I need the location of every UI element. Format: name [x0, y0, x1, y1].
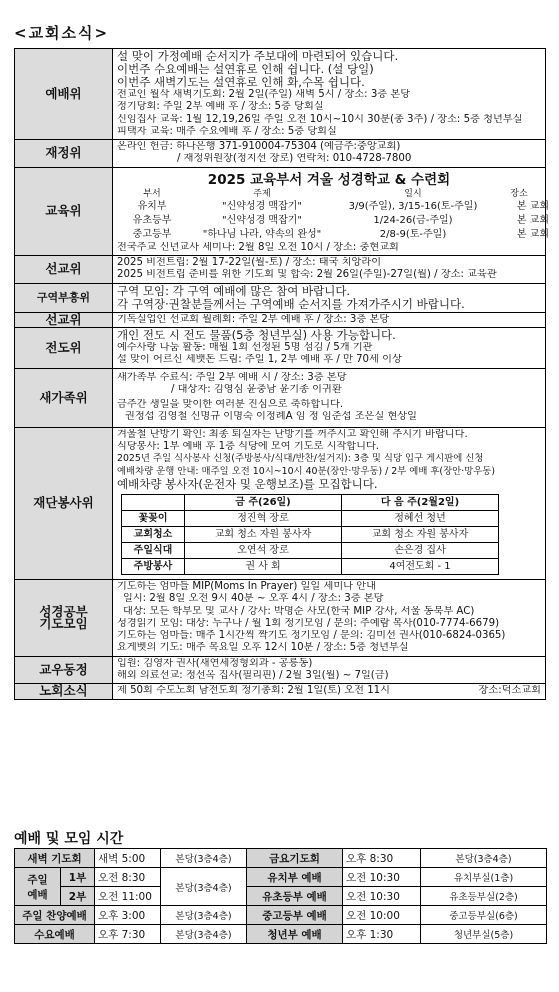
times-name: 유치부 예배 [247, 868, 343, 887]
education-place: 본 교회 [516, 214, 549, 226]
row-evangelism [15, 327, 546, 368]
newfamily-line: / 대상자: 김영심 윤충남 윤기종 이귀환 [171, 383, 342, 395]
finance-line: 온라인 헌금: 하나은행 371-910004-75304 (예금주:중앙교회) [117, 141, 401, 153]
content-mission-2 [113, 312, 546, 327]
mission2-line: 기독실업인 선교회 월례회: 주일 2부 예배 후 / 장소: 3층 본당 [117, 313, 390, 325]
times-name: 중고등부 예배 [247, 906, 343, 925]
times-name: 금요기도회 [247, 849, 343, 868]
content-mission [113, 256, 546, 284]
service-table-cell: 권 사 회 [185, 558, 342, 574]
education-grid [123, 188, 549, 242]
row-mission [15, 256, 546, 284]
label-bible-line: 성경공부 [39, 603, 88, 619]
presbytery-place: 장소:덕소교회 [478, 685, 541, 697]
label-service: 재단봉사위 [15, 427, 113, 579]
mission-line: 2025 비전트립: 2월 17-22일(월-토) / 장소: 태국 치앙라이 [117, 257, 382, 269]
service-table-row [122, 510, 499, 526]
times-time: 오전 10:30 [343, 868, 421, 887]
row-members [15, 656, 546, 684]
service-table-header [122, 494, 499, 510]
label-finance: 재정위 [15, 140, 113, 168]
times-name: 유초등부 예배 [247, 887, 343, 906]
label-mission-2: 선교위 [15, 312, 113, 327]
row-mission-2 [15, 312, 546, 327]
row-education [15, 167, 546, 255]
content-members [113, 656, 546, 684]
service-line: 2025년 주일 식사봉사 신청(주방봉사/식대/반찬/설거지): 3층 및 식당 입구 게시판에 신청 [117, 453, 484, 465]
service-table-cell: 주방봉사 [122, 558, 185, 574]
finance-line: / 재정위원장(정지선 장로) 연락처: 010-4728-7800 [177, 153, 412, 165]
education-dept: 중고등부 [132, 228, 172, 240]
times-time: 오전 8:30 [95, 868, 161, 887]
service-table-cell: 오연석 장로 [185, 542, 342, 558]
mission-line: 2025 비전트립 준비를 위한 기도회 및 합숙: 2월 26일(주일)-27일(월) / 장소: 교육관 [117, 269, 497, 281]
presbytery-line: 제 50회 수도노회 남전도회 정기총회: 2월 1일(토) 오전 11시 [117, 685, 390, 697]
times-name: 주일 찬양예배 [15, 906, 95, 925]
label-mission: 선교위 [15, 256, 113, 284]
service-table-row [122, 526, 499, 542]
times-location: 본당(3층4층) [161, 868, 247, 906]
evangelism-line: 개인 전도 시 전도 물품(5층 청년부실) 사용 가능합니다. [117, 328, 396, 342]
district-line: 구역 모임: 각 구역 예배에 많은 참여 바랍니다. [117, 284, 351, 298]
education-header: 주제 [253, 188, 271, 199]
row-bible [15, 579, 546, 656]
times-time: 오전 10:00 [343, 906, 421, 925]
newfamily-line: 권정섭 김영철 신명규 이명숙 이정례A 임 정 임준섭 조은실 현상일 [125, 411, 417, 423]
education-theme: "신약성경 맥잡기" [222, 200, 302, 212]
service-line: 예배차량 운행 안내: 매주일 오전 10시~10시 40분(장안·망우동) / 2부 예배 후(장안·망우동) [117, 465, 496, 477]
row-finance [15, 140, 546, 168]
times-sunday-label [15, 868, 61, 906]
service-table-cell: 교회청소 [122, 526, 185, 542]
education-theme: "하나님 나라, 약속의 완성" [202, 228, 322, 240]
times-name: 2부 [61, 887, 95, 906]
label-district: 구역부흥위 [15, 283, 113, 312]
service-table-header-cell: 다 음 주(2월2일) [342, 494, 499, 510]
content-service [113, 427, 546, 579]
row-worship [15, 49, 546, 140]
education-date: 3/9(주일), 3/15-16(토-주일) [348, 200, 478, 212]
service-table-cell: 정진혁 장로 [185, 510, 342, 526]
times-sunday-label-line: 예배 [27, 888, 48, 901]
bible-line: 기도하는 엄마들: 매주 1시간씩 짝기도 정기모임 / 문의: 김미선 권사(010-6824-0365) [117, 630, 506, 642]
content-education [113, 167, 549, 255]
times-sunday-label-line: 주일 [27, 873, 48, 886]
row-presbytery [15, 684, 546, 699]
presbytery-row [117, 685, 541, 697]
service-table-header-cell [122, 494, 185, 510]
times-time: 오후 3:00 [95, 906, 161, 925]
times-location: 본당(3층4층) [161, 925, 247, 944]
row-service [15, 427, 546, 579]
label-presbytery: 노회소식 [15, 684, 113, 699]
education-place: 본 교회 [516, 228, 549, 240]
worship-line: 설 맞이 가정예배 순서지가 주보대에 마련되어 있습니다. [117, 50, 399, 63]
content-bible [113, 579, 546, 656]
times-time: 오전 11:00 [95, 887, 161, 906]
worship-line: 전교인 월삭 새벽기도회: 2월 2일(주일) 새벽 5시 / 장소: 3층 본당 [117, 89, 411, 100]
newfamily-line: 금주간 생일을 맞이한 여러분 진심으로 축하합니다. [117, 399, 344, 411]
evangelism-line: 예수사랑 나눔 활동: 매월 1회 선정된 5명 섬김 / 5개 기관 [117, 341, 373, 353]
times-row [15, 868, 547, 887]
label-education: 교육위 [15, 167, 113, 255]
education-header: 일시 [404, 188, 422, 199]
times-location: 본당(3층4층) [421, 849, 547, 868]
evangelism-line: 설 맞이 어르신 세뱃돈 드림: 주일 1, 2부 예배 후 / 만 70세 이상 [117, 354, 402, 366]
times-row [15, 849, 547, 868]
service-line: 예배차량 봉사자(운전자 및 운행보조)를 모집합니다. [117, 477, 378, 491]
bible-line: 대상: 모든 학부모 및 교사 / 강사: 박명순 사모(한국 MIP 강사, 서울 동북부 AC) [123, 605, 475, 617]
service-table-cell: 4여전도회 - 1 [342, 558, 499, 574]
service-line: 식당봉사: 1부 예배 후 1층 식당에 모여 기도로 시작합니다. [117, 441, 380, 453]
times-location: 유치부실(1층) [421, 868, 547, 887]
service-table-header-cell: 금 주(26일) [185, 494, 342, 510]
education-dept: 유치부 [137, 200, 167, 212]
times-time: 오전 10:30 [343, 887, 421, 906]
service-line: 겨울철 난방기 확인: 최종 퇴실자는 난방기를 꺼주시고 확인해 주시기 바랍니다. [117, 428, 468, 440]
education-theme: "신약성경 맥잡기" [222, 214, 302, 226]
worship-line: 신임집사 교육: 1월 12,19,26일 주일 오전 10시~10시 30분(총 3주) / 장소: 5층 청년부실 [117, 113, 523, 125]
service-schedule-table [121, 494, 499, 575]
education-place: 본 교회 [516, 200, 549, 212]
times-time: 오후 7:30 [95, 925, 161, 944]
bible-line: 기도하는 엄마들 MIP(Moms In Prayer) 일일 세미나 안내 [117, 580, 376, 592]
times-location: 본당(3층4층) [161, 849, 247, 868]
bible-line: 요게벳의 기도: 매주 목요일 오후 12시 10분 / 장소: 5층 청년부실 [117, 642, 409, 654]
times-row [15, 887, 547, 906]
service-table-row [122, 542, 499, 558]
worship-times-title: 예배 및 모임 시간 [14, 831, 124, 847]
bible-line: 일시: 2월 8일 오전 9시 40분 ~ 오후 4시 / 장소: 3층 본당 [123, 593, 384, 605]
content-worship [113, 49, 546, 140]
times-location: 중고등부실(6층) [421, 906, 547, 925]
worship-line: 피택자 교육: 매주 수요예배 후 / 장소: 5층 당회실 [117, 125, 337, 137]
times-location: 본당(3층4층) [161, 906, 247, 925]
education-date: 1/24-26(금-주일) [373, 214, 453, 226]
times-row [15, 906, 547, 925]
label-members: 교우동정 [15, 656, 113, 684]
section-title: <교회소식> [14, 24, 110, 42]
label-worship: 예배위 [15, 49, 113, 140]
newfamily-line: 새가족부 수료식: 주일 2부 예배 시 / 장소: 3층 본당 [117, 371, 347, 383]
content-evangelism [113, 327, 546, 368]
times-name: 새벽 기도회 [15, 849, 95, 868]
service-table-cell: 정혜선 청년 [342, 510, 499, 526]
worship-times-table [14, 848, 547, 944]
service-table-cell: 손은경 집사 [342, 542, 499, 558]
times-name: 1부 [61, 868, 95, 887]
bible-line: 성경읽기 모임: 대상: 누구나 / 월 1회 정기모임 / 문의: 주예람 목사(010-7774-6679) [117, 617, 500, 629]
members-line: 입원: 김영자 권사(새연세정형외과 - 공릉동) [117, 657, 313, 669]
content-newfamily [113, 368, 546, 427]
service-table-cell: 교회 청소 자원 봉사자 [185, 526, 342, 542]
times-time: 오후 1:30 [343, 925, 421, 944]
service-table-cell: 주일식대 [122, 542, 185, 558]
content-district [113, 283, 546, 312]
content-finance [113, 140, 546, 168]
education-dept: 유초등부 [132, 214, 172, 226]
times-name: 청년부 예배 [247, 925, 343, 944]
row-district [15, 283, 546, 312]
members-line: 해외 의료선교: 정선옥 집사(필리핀) / 2월 3일(월) ~ 7일(금) [117, 670, 389, 682]
label-newfamily: 새가족위 [15, 368, 113, 427]
education-header: 장소 [510, 188, 528, 199]
church-news-table [14, 48, 549, 700]
worship-line: 정기당회: 주일 2부 예배 후 / 장소: 5층 당회실 [117, 101, 324, 113]
times-location: 청년부실(5층) [421, 925, 547, 944]
times-time: 새벽 5:00 [95, 849, 161, 868]
worship-line: 이번주 새벽기도는 설연휴로 인해 화,수목 쉽니다. [117, 76, 365, 89]
label-bible-line: 기도모임 [39, 615, 88, 631]
times-row [15, 925, 547, 944]
times-name: 수요예배 [15, 925, 95, 944]
service-table-row [122, 558, 499, 574]
times-location: 유초등부실(2층) [421, 887, 547, 906]
times-time: 오후 8:30 [343, 849, 421, 868]
education-title: 2025 교육부서 겨울 성경학교 & 수련회 [207, 171, 451, 188]
worship-line: 이번주 수요예배는 설연휴로 인해 쉽니다. (설 당일) [117, 63, 374, 76]
education-date: 2/8-9(토-주일) [379, 228, 447, 240]
education-header: 부서 [143, 188, 161, 199]
district-line: 각 구역장·권찰분들께서는 구역예배 순서지를 가져가주시기 바랍니다. [117, 297, 465, 311]
service-table-cell: 꽃꽂이 [122, 510, 185, 526]
content-presbytery [113, 684, 546, 699]
label-bible [15, 579, 113, 656]
label-evangelism: 전도위 [15, 327, 113, 368]
service-table-cell: 교회 청소 자원 봉사자 [342, 526, 499, 542]
education-footer: 전국주교 신년교사 세미나: 2월 8일 오전 10시 / 장소: 충현교회 [117, 241, 399, 253]
row-newfamily [15, 368, 546, 427]
